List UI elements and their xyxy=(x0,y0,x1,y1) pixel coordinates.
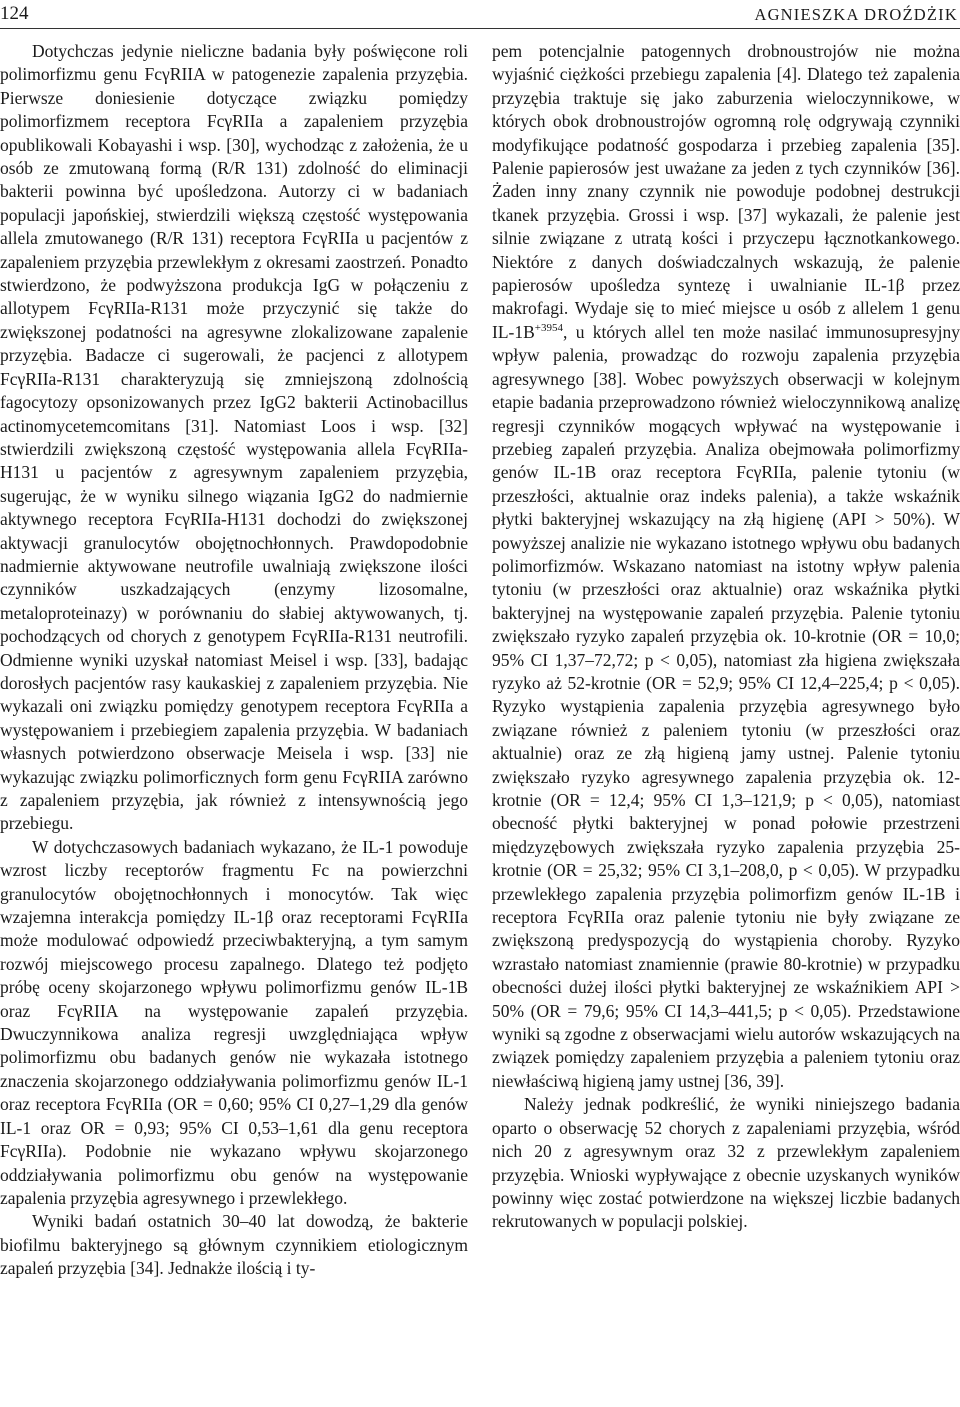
paragraph: Dotychczas jedynie nieliczne badania były poświęcone roli polimorfizmu genu FcγRIIA w patogenezie zapalenia przyzębia. Pierwsze doniesienie dotyczące związku pomiędzy polimorfizmem receptora FcγRIIa a zapaleniem przyzębia opublikowali Kobayashi i wsp. [30], wychodząc z założenia, że u osób ze zmutowaną formą (R/R 131) zdolność do eliminacji bakterii powinna być upośledzona. Autorzy ci w badaniach populacji japońskiej, stwierdzili większą częstość występowania allela zmutowanego (R/R 131) receptora FcγRIIa u pacjentów z zapaleniem przyzębia przewlekłym z okresami zaostrzeń. Ponadto stwierdzono, że podwyższona produkcja IgG w połączeniu z allotypem FcγRIIa-R131 może przyczynić się także do zwiększonej podatności na agresywne zlokalizowane zapalenie przyzębia. Badacze ci sugerowali, że pacjenci z allotypem FcγRIIa-R131 charakteryzują się zmniejszoną zdolnością fagocytozy opsonizowanych przez IgG2 bakterii Actinobacillus actinomycetemcomitans [31]. Natomiast Loos i wsp. [32] stwierdzili zwiększoną częstość występowania allela FcγRIIa-H131 u pacjentów z agresywnym zapaleniem przyzębia, sugerując, że w wyniku silnego wiązania IgG2 do nadmiernie aktywnego receptora FcγRIIa-H131 dochodzi do zwiększonej aktywacji granulocytów obojętnochłonnych. Prawdopodobnie nadmiernie aktywowane neutrofile uwalniają zwiększone ilości czynników uszkadzających (enzymy lizosomalne, metaloproteinazy) w porównaniu do słabiej aktywowanych, tj. pochodzących od chorych z genotypem FcγRIIa-R131 neutrofili. Odmienne wyniki uzyskał natomiast Meisel i wsp. [33], badając dorosłych pacjentów rasy kaukaskiej z zapaleniem przyzębia. Nie wykazali oni związku pomiędzy genotypem receptora FcγRIIa a występowaniem i przebiegiem zapalenia przyzębia. W badaniach własnych potwierdzono obserwacje Meisela i wsp. [33] nie wykazując związku polimorficznych form genu FcγRIIA zarówno z zapaleniem przyzębia, jak również z intensywnością jego przebiegu. xyxy=(0,41,468,834)
paragraph-text: pem potencjalnie patogennych drobnoustrojów nie można wyjaśnić ciężkości przebiegu zapalenia [4]. Dlatego też zapalenia przyzębia traktuje się jako zaburzenia wieloczynnikowe, w których obok drobnoustrojów ogromną rolę odgrywają czynniki modyfikujące podatność gospodarza i przebieg zapalenia [35]. Palenie papierosów jest uważane za jeden z tych czynników [36]. Żaden inny znany czynnik nie powoduje podobnej destrukcji tkanek przyzębia. Grossi i wsp. [37] wykazali, że palenie jest silnie związane z utratą kości i przyczepu łącznotkankowego. Niektóre z danych doświadczalnych wskazują, że palenie papierosów upośledza syntezę i uwalnianie IL-1β przez makrofagi. Wydaje się to mieć miejsce u osób z allelem 1 genu IL-1B xyxy=(492,41,960,342)
header-rule xyxy=(0,28,960,29)
paragraph: W dotychczasowych badaniach wykazano, że IL-1 powoduje wzrost liczby receptorów fragmentu Fc na powierzchni granulocytów obojętnochłonnych i monocytów. Tak więc wzajemna interakcja pomiędzy IL-1β oraz receptorami FcγRIIa może modulować odpowiedź przeciwbakteryjną, a tym samym rozwój miejscowego procesu zapalnego. Dlatego też podjęto próbę oceny skojarzonego wpływu polimorfizmu genów IL-1B oraz FcγRIIA na występowanie zapaleń przyzębia. Dwuczynnikowa analiza regresji uwzględniająca wpływ polimorfizmu obu badanych genów nie wykazała istotnego znaczenia skojarzonego oddziaływania polimorfizmu genów IL-1 oraz receptora FcγRIIa (OR = 0,60; 95% CI 0,27–1,29 dla genów IL-1 oraz OR = 0,93; 95% CI 0,53–1,61 dla genu receptora FcγRIIa). Podobnie nie wykazano wpływu skojarzonego oddziaływania polimorfizmu obu genów na występowanie zapalenia przyzębia agresywnego i przewlekłego. xyxy=(0,836,468,1208)
running-head-author: AGNIESZKA DROŹDŻIK xyxy=(754,5,958,24)
paragraph: Wyniki badań ostatnich 30–40 lat dowodzą, że bakterie biofilmu bakteryjnego są głównym czynnikiem etiologicznym zapaleń przyzębia [34]. Jednakże ilością i ty- xyxy=(0,1211,468,1279)
paragraph-text: , u których allel ten może nasilać immunosupresyjny wpływ palenia, prowadząc do rozwoju zapalenia przyzębia agresywnego [38]. Wobec powyższych obserwacji w kolejnym etapie badania przeprowadzono również wieloczynnikową analizę regresji czynników mogących wpływać na występowanie i przebieg zapaleń przyzębia. Analiza obejmowała polimorfizmy genów IL-1B oraz receptora FcγRIIa, palenie tytoniu (w przeszłości, aktualnie oraz indeks palenia), a także wskaźnik płytki bakteryjnej wskazujący na złą higienę (API > 50%). W powyższej analizie nie wykazano istotnego wpływu obu badanych polimorfizmów. Wskazano natomiast na istotny wpływ palenia tytoniu (w przeszłości oraz aktualnie) oraz wskaźnika płytki bakteryjnej na występowanie zapaleń przyzębia. Palenie tytoniu zwiększało ryzyko zapaleń przyzębia ok. 10-krotnie (OR = 10,0; 95% CI 1,37–72,72; p < 0,05), natomiast zła higiena zwiększała ryzyko aż 52-krotnie (OR = 52,9; 95% CI 12,4–225,4; p < 0,05). Ryzyko wystąpienia zapalenia przyzębia agresywnego było związane również z paleniem tytoniu (w przeszłości oraz aktualnie) oraz ze złą higieną jamy ustnej. Palenie tytoniu zwiększało ryzyko agresywnego zapalenia przyzębia ok. 12-krotnie (OR = 12,4; 95% CI 1,3–121,9; p < 0,05), natomiast obecność płytki bakteryjnej w ponad połowie przestrzeni międzyzębowych zwiększała ryzyko zapalenia przyzębia 25-krotnie (OR = 25,32; 95% CI 3,1–208,0, p < 0,05). W przypadku przewlekłego zapalenia przyzębia polimorfizm genów IL-1B i receptora FcγRIIa oraz palenie tytoniu nie były związane ze zwiększoną predyspozycją do wystąpienia choroby. Ryzyko wzrastało natomiast znamiennie (prawie 80-krotnie) w przypadku obecności dużej ilości płytki bakteryjnej ze wskaźnikiem API > 50% (OR = 79,6; 95% CI 14,3–441,5; p < 0,05). Przedstawione wyniki są zgodne z obserwacjami wielu autorów wskazujących na związek pomiędzy zapaleniem przyzębia a paleniem tytoniu oraz niewłaściwą higieną jamy ustnej [36, 39]. xyxy=(492,321,960,1091)
left-column xyxy=(0,40,468,1281)
page-number: 124 xyxy=(0,3,29,24)
paragraph: Należy jednak podkreślić, że wyniki niniejszego badania oparto o obserwację 52 chorych z zapaleniami przyzębia, wśród nich 20 z agresywnym oraz 32 z przewlekłym zapaleniem przyzębia. Wnioski wypływające z obecnie uzyskanych wyników powinny więc zostać potwierdzone na większej liczbie badanych rekrutowanych w populacji polskiej. xyxy=(492,1094,960,1232)
right-column xyxy=(492,40,960,1234)
superscript: +3954 xyxy=(534,322,563,335)
page-header xyxy=(0,0,960,34)
paragraph-continued xyxy=(492,40,960,1093)
